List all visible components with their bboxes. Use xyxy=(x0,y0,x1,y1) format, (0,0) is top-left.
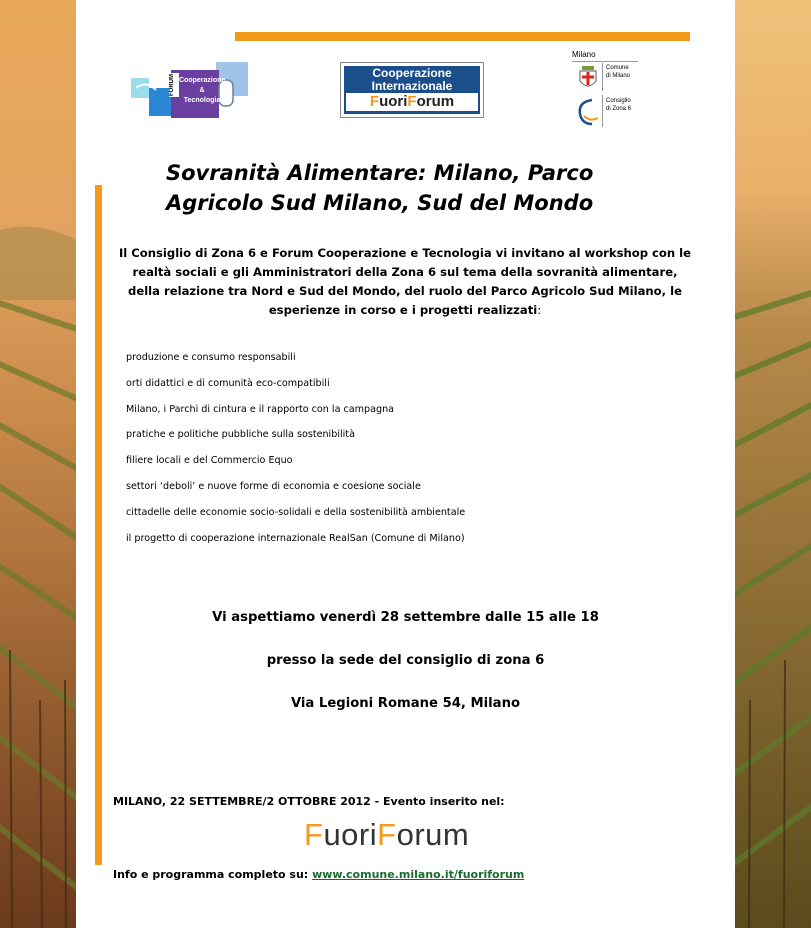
list-item: cittadelle delle economie socio-solidali e della sostenibilità ambientale xyxy=(126,506,466,518)
list-item: orti didattici e di comunità eco-compatibili xyxy=(126,377,330,389)
ci-logo-line2: Internazionale xyxy=(371,79,453,93)
ci-logo-fuoriforum: FuoriForum xyxy=(346,93,478,111)
consiglio-zona-icon xyxy=(574,96,602,128)
forum-cooperazione-tecnologia-logo xyxy=(131,60,251,120)
title-line2: Agricolo Sud Milano, Sud del Mondo xyxy=(166,191,594,215)
list-item: pratiche e politiche pubbliche sulla sostenibilità xyxy=(126,429,355,441)
title-line1: Sovranità Alimentare: Milano, Parco xyxy=(166,161,594,185)
comune-label-line1: Comune xyxy=(606,65,629,71)
event-date: Vi aspettiamo venerdì 28 settembre dalle 15 alle 18 xyxy=(212,610,599,625)
list-item: il progetto di cooperazione internazionale RealSan (Comune di Milano) xyxy=(126,532,465,544)
fuoriforum-logo: FuoriForum xyxy=(304,817,470,852)
info-link[interactable]: www.comune.milano.it/fuoriforum xyxy=(312,868,525,881)
orange-side-bar xyxy=(95,185,102,865)
consiglio-label-line2: di Zona 6 xyxy=(606,106,632,112)
topics-list xyxy=(126,345,465,551)
consiglio-label-line1: Consiglio xyxy=(606,98,631,104)
forum-logo-line3: Tecnologia xyxy=(183,97,221,104)
event-venue: presso la sede del consiglio di zona 6 xyxy=(266,653,545,668)
list-item: filiere locali e del Commercio Equo xyxy=(126,455,293,467)
flyer-page xyxy=(76,0,735,928)
cooperazione-internazionale-logo xyxy=(340,62,484,118)
list-item: produzione e consumo responsabili xyxy=(126,352,296,363)
event-address: Via Legioni Romane 54, Milano xyxy=(290,696,521,711)
intro-colon: : xyxy=(537,303,542,317)
list-item: settori ‘deboli’ e nuove forme di economia e coesione sociale xyxy=(126,480,421,492)
comune-label-line2: di Milano xyxy=(606,73,631,79)
vineyard-photo-right xyxy=(735,0,811,928)
forum-side-text: FORUM xyxy=(169,73,179,97)
vineyard-photo-left xyxy=(0,0,76,928)
intro-paragraph xyxy=(116,244,694,320)
forum-logo-line1: Cooperazione xyxy=(179,77,226,84)
orange-top-bar xyxy=(235,32,690,41)
info-label: Info e programma completo su: xyxy=(113,868,309,881)
list-item: Milano, i Parchi di cintura e il rapporto con la campagna xyxy=(126,403,395,415)
intro-text: Il Consiglio di Zona 6 e Forum Cooperazione e Tecnologia vi invitano al workshop con le realtà sociali e gli Amministratori della Zona 6 sul tema della sovranità alimentare, della relazione tra Nord e Sud del Mondo, del ruolo del Parco Agricolo Sud Milano, le esperienze in corso e i progetti realizzati xyxy=(118,246,692,317)
info-line xyxy=(113,868,524,881)
event-period-text: MILANO, 22 SETTEMBRE/2 OTTOBRE 2012 - Evento inserito nel: xyxy=(113,795,505,808)
page-title xyxy=(166,158,686,218)
city-crest-icon xyxy=(577,65,599,91)
ci-logo-line1: Cooperazione xyxy=(372,66,452,80)
milano-word: Milano xyxy=(572,50,596,59)
comune-milano-logo xyxy=(572,50,642,130)
forum-logo-line2: & xyxy=(199,87,205,94)
